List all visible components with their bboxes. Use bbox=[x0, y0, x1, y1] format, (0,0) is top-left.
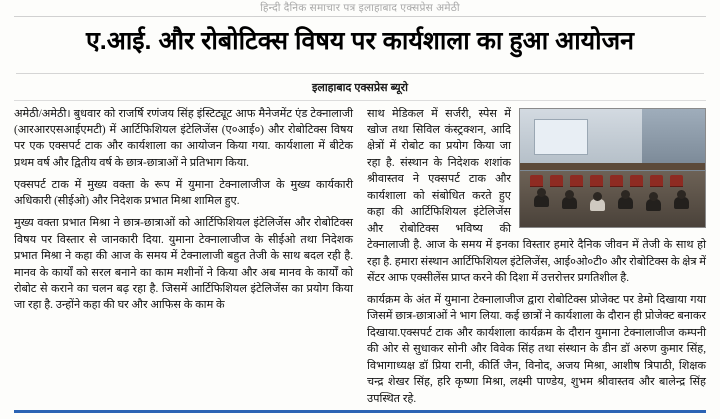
photo-audience-person bbox=[621, 190, 630, 199]
photo-chair bbox=[570, 175, 583, 186]
page-title: ए.आई. और रोबोटिक्स विषय पर कार्यशाला का हुआ आयोजन bbox=[85, 27, 635, 55]
photo-chair bbox=[590, 175, 603, 186]
paragraph: एक्सपर्ट टाक में मुख्य वक्ता के रूप में युमाना टेक्नालाजीज के मुख्य कार्यकारी अधिकारी (सीईओ) और निदेशक प्रभात मिश्रा शामिल हुए. bbox=[14, 178, 353, 208]
photo-chair bbox=[550, 175, 563, 186]
photo-chair bbox=[650, 175, 663, 186]
photo-wall-right bbox=[642, 109, 705, 163]
photo-chair bbox=[610, 175, 623, 186]
photo-audience-person bbox=[593, 192, 602, 201]
photo-audience-person bbox=[537, 188, 546, 197]
masthead-strip: हिन्दी दैनिक समाचार पत्र इलाहाबाद एक्सप्रेस अमेठी bbox=[14, 0, 706, 17]
article-photo bbox=[519, 108, 706, 228]
paragraph: कार्यक्रम के अंत में युमाना टेक्नालाजीज द्वारा रोबोटिक्स प्रोजेक्ट पर डेमो दिखाया गया जिसमें छात्र-छात्राओं ने भाग लिया. कई छात्रों ने कार्यशाला के दौरान ही प्रोजेक्ट बनाकर दिखाया.एक्सपर्ट टाक और कार्यशाला कार्यक्रम के दौरान युमाना टेक्नालाजीज कम्पनी की ओर से सुधाकर सोनी और विवेक सिंह तथा संस्थान के डीन डॉ अरुण कुमार सिंह, विभागाध्यक्ष डॉ प्रिया रानी, कीर्ति जैन, विनोद, अजय मिश्रा, आशीष त्रिपाठी, शिक्षक चन्द्र शेखर सिंह, हरि कृष्णा मिश्रा, लक्ष्मी पाण्डेय, शुभम श्रीवास्तव और बालेन्द्र सिंह उपस्थित रहे. bbox=[367, 293, 706, 405]
byline-divider bbox=[14, 100, 706, 101]
photo-chair bbox=[530, 175, 543, 186]
article-columns bbox=[14, 106, 706, 413]
paragraph: मुख्य वक्ता प्रभात मिश्रा ने छात्र-छात्राओं को आर्टिफिशियल इंटेलिजेंस और रोबोटिक्स विषय पर विस्तार से जानकारी दिया. युमाना टेक्नालाजीज के सीईओ तथा निदेशक प्रभात मिश्रा ने कहा की आज के समय में टेक्नालाजी बहुत तेजी के साथ बदल रही है. मानव के कार्यों को सरल बनाने का काम मशीनों ने किया और अब मानव के कार्यों को रोबोट से कराने का चलन बढ़ रहा है. जिसमें आर्टिफिशियल इंटेलिजेंस का प्रयोग किया जा रहा है. उन्होंने कहा की घर और आफिस के काम के bbox=[14, 217, 353, 312]
headline-divider bbox=[16, 73, 704, 74]
byline: इलाहाबाद एक्सप्रेस ब्यूरो bbox=[311, 81, 409, 94]
photo-audience-person bbox=[649, 192, 658, 201]
paragraph: अमेठी/अमेठी। बुधवार को राजर्षि रणंजय सिंह इंस्टिट्यूट आफ मैनेजमेंट एंड टेक्नालाजी (आरआरएसआईएमटी) में आर्टिफिशियल इंटेलिजेंस (ए०आई०) और रोबोटिक्स विषय पर एक एक्सपर्ट टाक और कार्यशाला का आयोजन किया गया. कार्यशाला में बीटेक प्रथम वर्ष और द्वितीय वर्ष के छात्र-छात्राओं ने प्रतिभाग किया. bbox=[14, 107, 353, 169]
projector-screen-icon bbox=[534, 119, 588, 155]
paragraph: साथ मेडिकल में सर्जरी, स्पेस में खोज तथा सिविल कंस्ट्रक्शन, आदि क्षेत्रों में रोबोट का प्रयोग किया जा रहा है. संस्थान के निदेशक शशांक श्रीवास्तव ने एक्सपर्ट टाक और कार्यशाला को संबोधित करते हुए कहा की आर्टिफिशियल इंटेलिजेंस और रोबोटिक्स भविष्य की टेक्नालाजी है. आज के समय में इनका विस्तार हमारे दैनिक जीवन में तेजी के साथ हो रहा है. हमारा संस्थान आर्टिफिशियल इंटेलिजेंस, आई०ओ०टी० और रोबोटिक्स के क्षेत्र में सेंटर आफ एक्सीलेंस प्राप्त करने की दिशा में उत्तरोत्तर प्रगतिशील है. bbox=[367, 107, 706, 285]
footer-accent-rule bbox=[14, 410, 706, 413]
photo-stage-edge bbox=[520, 163, 705, 170]
photo-chair bbox=[630, 175, 643, 186]
article-column-right bbox=[367, 106, 706, 413]
article-column-left bbox=[14, 106, 353, 320]
photo-audience-person bbox=[565, 190, 574, 199]
photo-audience-person bbox=[677, 190, 686, 199]
photo-chair bbox=[670, 175, 683, 186]
